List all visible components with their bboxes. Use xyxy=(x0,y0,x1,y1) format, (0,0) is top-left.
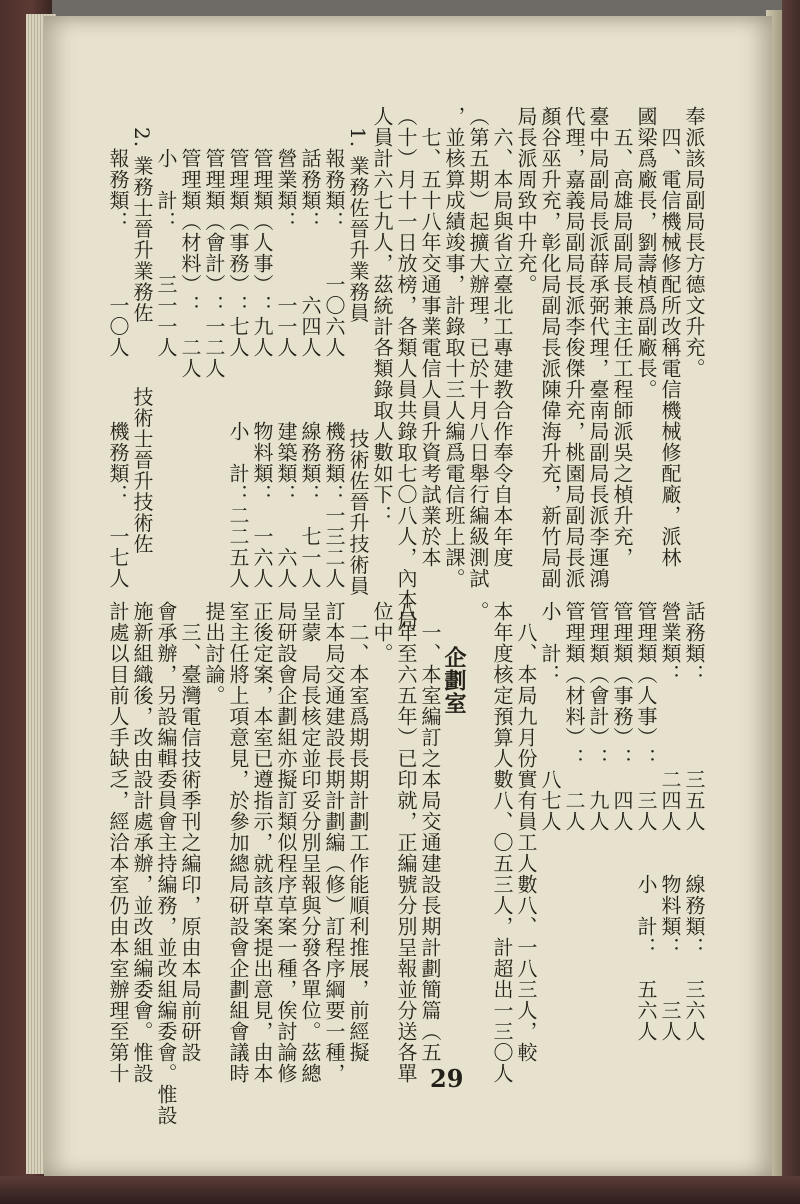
page-number: 29 xyxy=(430,1064,464,1093)
text-line: 局長派周致中升充。 xyxy=(514,106,538,295)
page xyxy=(44,16,772,1178)
text-line: 1. 業務佐晉升業務員 技術佐晉升技術員 xyxy=(346,106,370,597)
text-line: 八年至六五年）已印就，正編號分別呈報並分送各單 xyxy=(394,601,418,1084)
text-line: 七、五十八年交通事業電信人員升資考試業於本 xyxy=(418,106,442,568)
text-line: 管理類（人事）： 三人 小 計： 五六人 xyxy=(634,601,658,1042)
text-line: 本年度核定預算人數八、〇五三人，計超出一三〇人 xyxy=(490,601,514,1084)
text-line: 五、高雄局副局長兼主任工程師派吳之楨升充， xyxy=(610,106,634,568)
text-line: 室主任將上項意見，於參加總局研設會企劃組會議時 xyxy=(226,601,250,1084)
text-line: 會承辦，另設編輯委員會主持編務，並改組編委會。惟設 xyxy=(154,601,178,1126)
text-line: 局研設會企劃組亦擬訂類似程序草案一種，俟討論修 xyxy=(274,601,298,1084)
text-line: 營業類： 一一人 建築類： 六人 xyxy=(274,106,298,589)
text-line: 計處以目前人手缺乏，經洽本室仍由本室辦理至第十 xyxy=(106,601,130,1084)
text-line: 顏谷巫升充，彰化局副局長派陳偉海升充，新竹局副 xyxy=(538,106,562,589)
text-line: 一、本室編訂之本局交通建設長期計劃簡篇（五 xyxy=(418,601,442,1063)
text-line: 臺中局副局長派薛承弼代理，臺南局副局長派李運鴻 xyxy=(586,106,610,589)
text-line: 四、電信機械修配所改稱電信機械修配廠，派林 xyxy=(658,106,682,568)
text-line: 訂本局交通建設長期計劃編（修）訂程序綱要一種， xyxy=(322,601,346,1084)
text-line: 小 計： 三一一人 xyxy=(154,106,178,358)
text-line: 奉派該局副局長方德文升充。 xyxy=(682,106,706,379)
text-line: 三、臺灣電信技術季刊之編印，原由本局前研設 xyxy=(178,601,202,1063)
text-line: 小 計： 八七人 xyxy=(538,601,562,832)
text-line: 管理類（人事）：九人 物料類： 一六人 xyxy=(250,106,274,589)
text-line: 國梁爲廠長，劉壽楨爲副廠長。 xyxy=(634,106,658,400)
text-line: 施新組織後，改由設計處承辦，並改組編委會。惟設 xyxy=(130,601,154,1084)
text-line: 代理，嘉義局副局長派李俊傑升充，桃園局副局長派 xyxy=(562,106,586,589)
text-line: 營業類： 二四人 物料類： 三人 xyxy=(658,601,682,1042)
text-line: 八、本局九月份實有員工人數八、一八三人，較 xyxy=(514,601,538,1063)
section-heading: 企劃室 xyxy=(441,646,467,715)
text-line: 2. 業務士晉升業務佐 技術士晉升技術佐 xyxy=(130,106,154,555)
text-line: 報務類： 一〇人 機務類： 一七人 xyxy=(106,106,130,589)
text-line: 位中。 xyxy=(370,601,394,664)
text-line: （第五期）起擴大辦理，已於十月八日舉行編級測試 xyxy=(466,106,490,589)
book-cover-bottom xyxy=(0,1176,800,1204)
text-line: 管理類（材料）： 二人 xyxy=(562,601,586,832)
text-line: 管理類（事務）： 四人 xyxy=(610,601,634,832)
text-line: 二、本室爲期長期計劃工作能順利推展，前經擬 xyxy=(346,601,370,1063)
text-line: 管理類（事務）：七人 小 計：二二五人 xyxy=(226,106,250,589)
text-line: 報務類： 一〇六人 機務類：一三二人 xyxy=(322,106,346,589)
text-line: 提出討論。 xyxy=(202,601,226,706)
text-line: （十）月十一日放榜，各類人員共錄取七〇八人，內本局 xyxy=(394,106,418,631)
text-line: ，並核算成績竣事，計錄取十三人編爲電信班上課。 xyxy=(442,106,466,589)
text-line: 話務類： 六四人 線務類： 七一人 xyxy=(298,106,322,589)
text-line: 話務類： 三五人 線務類： 三六人 xyxy=(682,601,706,1042)
text-line: 管理類（會計）： 九人 xyxy=(586,601,610,832)
text-line: 呈蒙 局長核定並印妥分別呈報與分發各單位。茲總 xyxy=(298,601,322,1084)
text-line: 人員計六七九人，茲統計各類錄取人數如下： xyxy=(370,106,394,526)
text-line: 管理類（會計）：一二人 xyxy=(202,106,226,379)
book-cover-right xyxy=(782,0,800,1204)
text-line: 正後定案，本室已遵指示，就該草案提出意見，由本 xyxy=(250,601,274,1084)
text-line: 六、本局與省立臺北工專建教合作奉令自本年度 xyxy=(490,106,514,568)
text-line: 。 xyxy=(466,601,490,622)
text-line: 管理類（材料）： 二人 xyxy=(178,106,202,379)
